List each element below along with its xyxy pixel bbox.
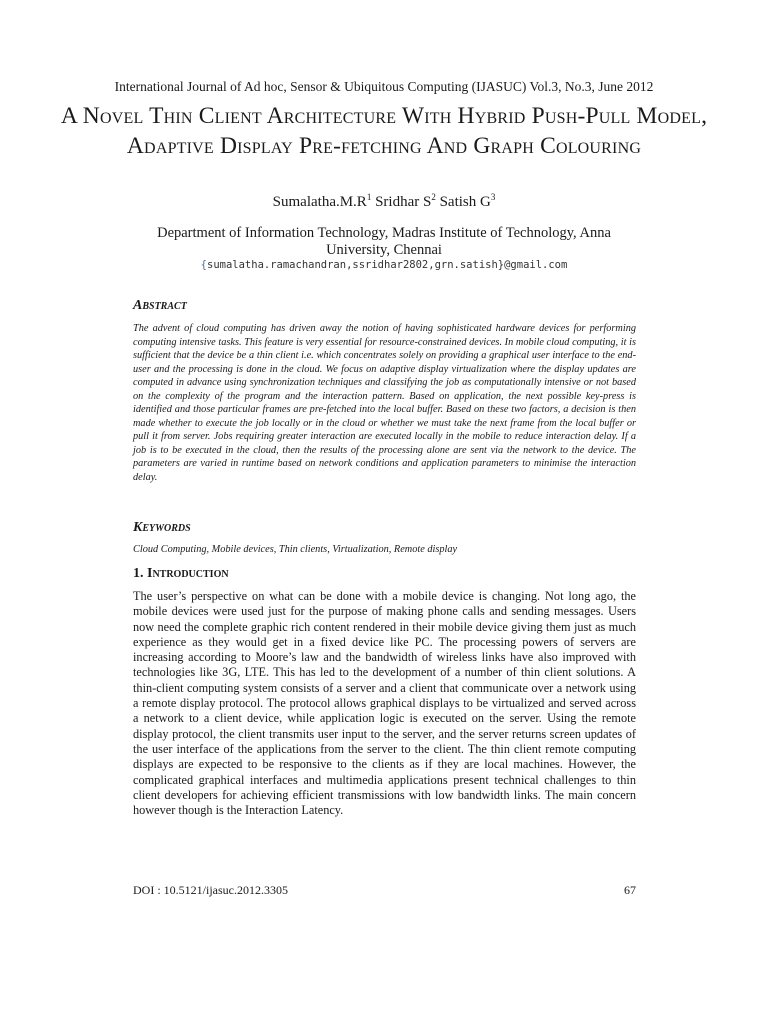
introduction-heading: 1. Introduction — [133, 566, 229, 581]
author-name: Satish G — [439, 194, 491, 210]
author-affiliation-mark: 1 — [366, 192, 372, 202]
author-affiliation-mark: 3 — [490, 192, 496, 202]
author-list — [0, 192, 768, 211]
author-affiliation: Department of Information Technology, Madras Institute of Technology, Anna University, Chennai — [157, 225, 611, 258]
abstract-text: The advent of cloud computing has driven away the notion of having sophisticated hardware devices for performing computing intensive tasks. This feature is very essential for resource-constrained devices. In mobile cloud computing, it is sufficient that the device be a thin client i.e. which concentrates solely on providing a graphical user interface to the end-user and the processing is done in the cloud. We focus on adaptive display virtualization where the display updates are computed in advance using synchronization techniques and classifying the job as computationally intensive or not based on the complexity of the program and the interaction pattern. Based on application, the next possible key-press is identified and those particular frames are pre-fetched into the local buffer. Based on these two factors, a decision is then made whether to execute the job locally or in the cloud or whether we must take the next frame from the local buffer or pull it from server. Jobs requiring greater interaction are executed locally in the mobile to reduce interaction delay. If a job is to be executed in the cloud, then the results of the processing alone are sent via the network to the device. The parameters are varied in runtime based on network conditions and application parameters to minimise the interaction delay. — [133, 323, 636, 483]
author-emails — [0, 259, 768, 271]
journal-header: International Journal of Ad hoc, Sensor & Ubiquitous Computing (IJASUC) Vol.3, No.3, June 2012 — [114, 79, 654, 94]
abstract-heading: Abstract — [133, 298, 187, 313]
paper-title: A Novel Thin Client Architecture With Hybrid Push-Pull Model, Adaptive Display Pre-fetching And Graph Colouring — [60, 103, 708, 159]
keywords-text: Cloud Computing, Mobile devices, Thin clients, Virtualization, Remote display — [133, 544, 458, 555]
doi-footer: DOI : 10.5121/ijasuc.2012.3305 — [133, 883, 288, 897]
email-open-brace: { — [200, 259, 207, 271]
author-name: Sridhar S — [375, 194, 432, 210]
keywords-heading: Keywords — [133, 520, 191, 535]
author-name: Sumalatha.M.R — [272, 194, 367, 210]
page-number: 67 — [624, 883, 636, 897]
introduction-text: The user’s perspective on what can be done with a mobile device is changing. Not long ago, the mobile devices were used just for the purpose of making phone calls and sending messages. Users now need the complete graphic rich content rendered in their mobile device giving them just as much experience as they would get in a fixed device like PC. The processing powers of servers are increasing according to Moore’s law and the bandwidth of wireless links have also improved with technologies like 3G, LTE. This has led to the development of a number of thin client solutions. A thin-client computing system consists of a server and a client that communicate over a network using a remote display protocol. The protocol allows graphical displays to be virtualized and served across a network to a client device, while application logic is executed on the server. Using the remote display protocol, the client transmits user input to the server, and the server returns screen updates of the user interface of the applications from the server to the client. The thin client remote computing displays are expected to be responsive to the clients as if they are local machines. However, the complicated graphical interfaces and multimedia applications present technical challenges to thin client developers for achieving efficient transmissions with low bandwidth links. The main concern however though is the Interaction Latency. — [133, 589, 636, 818]
email-addresses: sumalatha.ramachandran,ssridhar2802,grn.satish}@gmail.com — [207, 259, 568, 271]
author-affiliation-mark: 2 — [431, 192, 436, 202]
